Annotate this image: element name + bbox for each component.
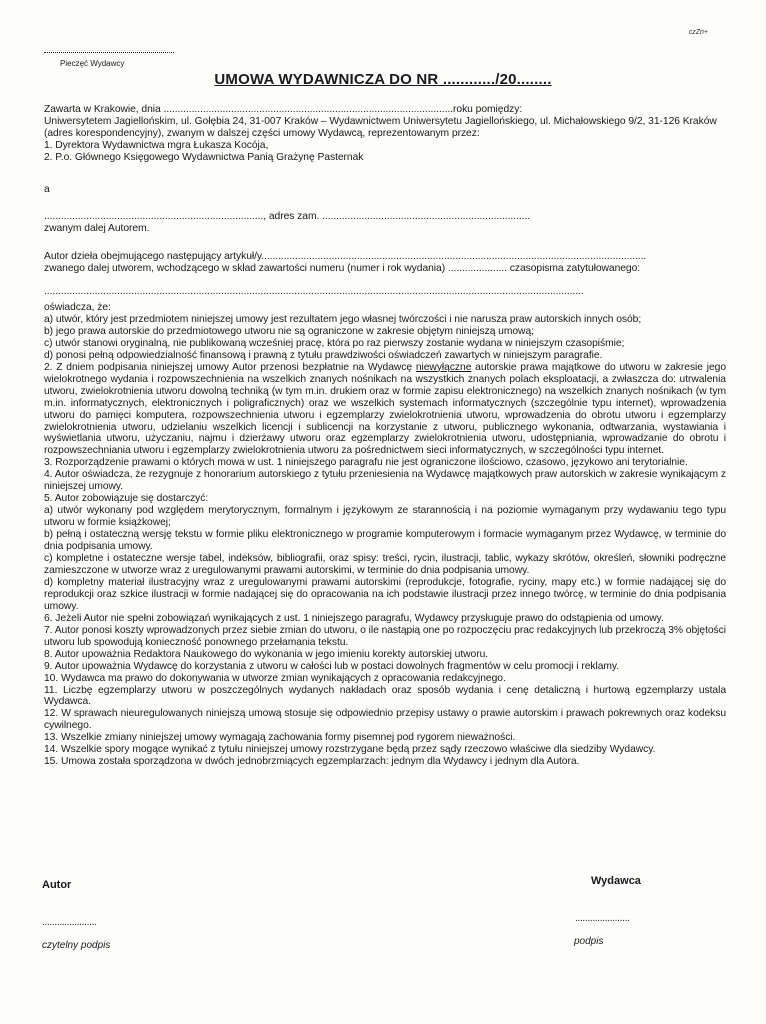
clause-a: a) utwór, który jest przedmiotem niniejszej umowy jest rezultatem jego własnej twórczości i nie narusza praw autorskich innych osób; [44,313,642,325]
paragraph-5c: c) kompletne i ostateczne wersje tabel, indeksów, bibliografii, oraz spisy: treści, rycin, ilustracji, tablic, wykazy skrótów, określeń, słowniki podręczne zamieszczone w utworze wraz z uregulowanymi prawami autorskimi, w terminie do dnia podpisania umowy. [44,553,726,576]
author-signature-label: Autor [42,879,72,891]
paragraph-5b: b) pełną i ostateczną wersję tekstu w formie pliku elektronicznego w programie komputerowym i formacie wymaganym przez Wydawcę, w terminie do dnia podpisania umowy. [44,529,726,553]
clause-c: c) utwór stanowi oryginalną, nie publikowaną wcześniej pracę, która po raz pierwszy zostanie wydana w niniejszym czasopiśmie; [44,337,625,349]
intro-rep-2: 2. P.o. Głównego Księgowego Wydawnictwa Panią Grażynę Pasternak [44,151,364,163]
paragraph-6: 6. Jeżeli Autor nie spełni zobowiązań wynikających z ust. 1 niniejszego paragrafu, Wydawcy przysługuje prawo do odstąpienia od umowy. [44,612,664,624]
intro-date-line: Zawarta w Krakowie, dnia .......................................................................................................roku pomiędzy: [44,104,523,115]
paragraph-5d: d) kompletny materiał ilustracyjny wraz z uregulowanymi prawami autorskimi (reprodukcje, fotografie, ryciny, mapy etc.) w formie nadającej się do reprodukcji oraz szkice ilustracji w formie nadającej się do opracowania na ich podstawie ilustracji przez innego twórcę, w terminie do dnia podpisania umowy. [44,576,726,612]
paragraph-2: 2. Z dniem podpisania niniejszej umowy Autor przenosi bezpłatnie na Wydawcę niewyłączne autorskie prawa majątkowe do utworu w zakresie jego wielokrotnego wydania i rozpowszechnienia na wszelkich znanych nośnikach na wszystkich znanych polach eksploatacji, a zwłaszcza do: utrwalenia utworu, zwielokrotnienia utworu dowolną techniką (w tym m.in. drukiem oraz w formie zapisu elektronicznego) na wszelkich znanych nośnikach (w tym m.in. informatycznych, elektronicznych i poligraficznych) oraz we wszelkich systemach informatycznych (szczególnie typu internet), wprowadzenia utworu do pamięci komputera, rozpowszechnienia utworu i egzemplarzy zwielokrotnienia utworu, wprowadzenia do obrotu utworu i egzemplarzy zwielokrotnienia utworu, udzielaniu wszelkich licencji i sublicencji na korzystanie z utworu, publicznego wykonania, odtwarzania, wystawiania i wyświetlania utworu, użyczaniu, najmu i dzierżawy utworu oraz egzemplarzy zwielokrotnienia utworu, udostępniania, wprowadzanie do obrotu i rozpowszechniania utworu i egzemplarzy zwielokrotnienia utworu za pośrednictwem sieci informatycznych, w szczególności typu internet. [44,361,727,457]
paragraph-3: 3. Rozporządzenie prawami o których mowa w ust. 1 niniejszego paragrafu nie jest ograniczone ilościowo, czasowo, językowo ani terytorialnie. [44,457,688,469]
publisher-stamp-label: Pieczęć Wydawcy [60,59,125,68]
article-line-2: zwanego dalej utworem, wchodzącego w skład zawartości numeru (numer i rok wydania) ..................... czasopisma zatytułowanego: [44,262,641,274]
author-block [44,211,726,235]
paragraph-5: 5. Autor zobowiązuje się dostarczyć: [44,493,209,505]
publisher-signature-label: Wydawca [591,875,641,887]
and-label: a [44,184,50,195]
paragraph-10: 10. Wydawca ma prawo do dokonywania w utworze zmian wynikających z opracowania redakcyjnego. [44,672,506,684]
corner-mark: czZn+ [688,29,708,36]
paragraph-12: 12. W sprawach nieuregulowanych niniejszą umową stosuje się odpowiednio przepisy ustawy o prawie autorskim i prawach pokrewnych oraz kodeksu cywilnego. [44,708,726,732]
clauses-block [44,302,726,768]
intro-block [44,104,726,164]
contract-title: UMOWA WYDAWNICZA DO NR ............/20........ [214,71,552,88]
non-exclusive-term: niewyłączne [415,361,472,373]
article-line-1: Autor dzieła obejmującego następujący artykuł/y......................................................................................................................................... [44,251,647,262]
article-line-3: ................................................................................................................................................................................................ [44,285,584,297]
intro-university: Uniwersytetem Jagiellońskim, ul. Gołębia 24, 31-007 Kraków – Wydawnictwem Uniwersytetu Jagiellońskiego, ul. Michałowskiego 9/2, 31-126 Kraków (adres korespondencyjny), zwanym w dalszej części umowy Wydawcą, reprezentowanym przez: [44,115,717,139]
paragraph-7: 7. Autor ponosi koszty wprowadzonych przez siebie zmian do utworu, o ile nastąpią one po rozpoczęciu prac redakcyjnych lub przekroczą 3% objętości utworu lub spowodują konieczność ponownego przełamania tekstu. [44,624,726,648]
publisher-signature-caption: podpis [574,936,604,947]
author-address-line: .............................................................................., adres zam. .......................................................................... [44,211,531,222]
author-called: zwanym dalej Autorem. [44,222,150,234]
paragraph-15: 15. Umowa została sporządzona w dwóch jednobrzmiących egzemplarzach: jednym dla Wydawcy i jednym dla Autora. [44,756,580,768]
paragraph-9: 9. Autor upoważnia Wydawcę do korzystania z utworu w całości lub w postaci dowolnych fragmentów w celu promocji i reklamy. [44,660,620,672]
paragraph-5a: a) utwór wykonany pod względem merytorycznym, formalnym i językowym ze starannością i na poziomie wymaganym przy wydawaniu tego typu utworu w formie książkowej; [44,505,726,529]
author-signature-dots: ...................... [42,917,97,928]
paragraph-11: 11. Liczbę egzemplarzy utworu w poszczególnych wydanych nakładach oraz sposób wydania i cenę detaliczną i hurtową egzemplarzy ustala Wydawca. [44,684,726,708]
publisher-signature-dots: ...................... [575,913,630,924]
publisher-stamp-line [44,44,174,53]
article-block [44,251,726,298]
author-signature-caption: czytelny podpis [42,940,111,951]
clause-b: b) jego prawa autorskie do przedmiotowego utworu nie są ograniczone w zakresie objętym niniejszą umową; [44,325,534,337]
clause-d: d) ponosi pełną odpowiedzialność finansową i prawną z tytułu prawdziwości oświadczeń zawartych w niniejszym paragrafie. [44,349,603,361]
paragraph-13: 13. Wszelkie zmiany niniejszej umowy wymagają zachowania formy pisemnej pod rygorem nieważności. [44,732,516,744]
declares-label: oświadcza, że: [44,302,111,313]
paragraph-8: 8. Autor upoważnia Redaktora Naukowego do wykonania w jego imieniu korekty autorskiej utworu. [44,648,489,660]
paragraph-4: 4. Autor oświadcza, że rezygnuje z honorarium autorskiego z tytułu przeniesienia na Wydawcę majątkowych praw autorskich w zakresie wynikającym z niniejszej umowy. [44,469,726,493]
intro-rep-1: 1. Dyrektora Wydawnictwa mgra Łukasza Kocója, [44,139,269,151]
paragraph-14: 14. Wszelkie spory mogące wynikać z tytułu niniejszej umowy rozstrzygane będą przez sądy rzeczowo właściwe dla siedziby Wydawcy. [44,744,656,756]
